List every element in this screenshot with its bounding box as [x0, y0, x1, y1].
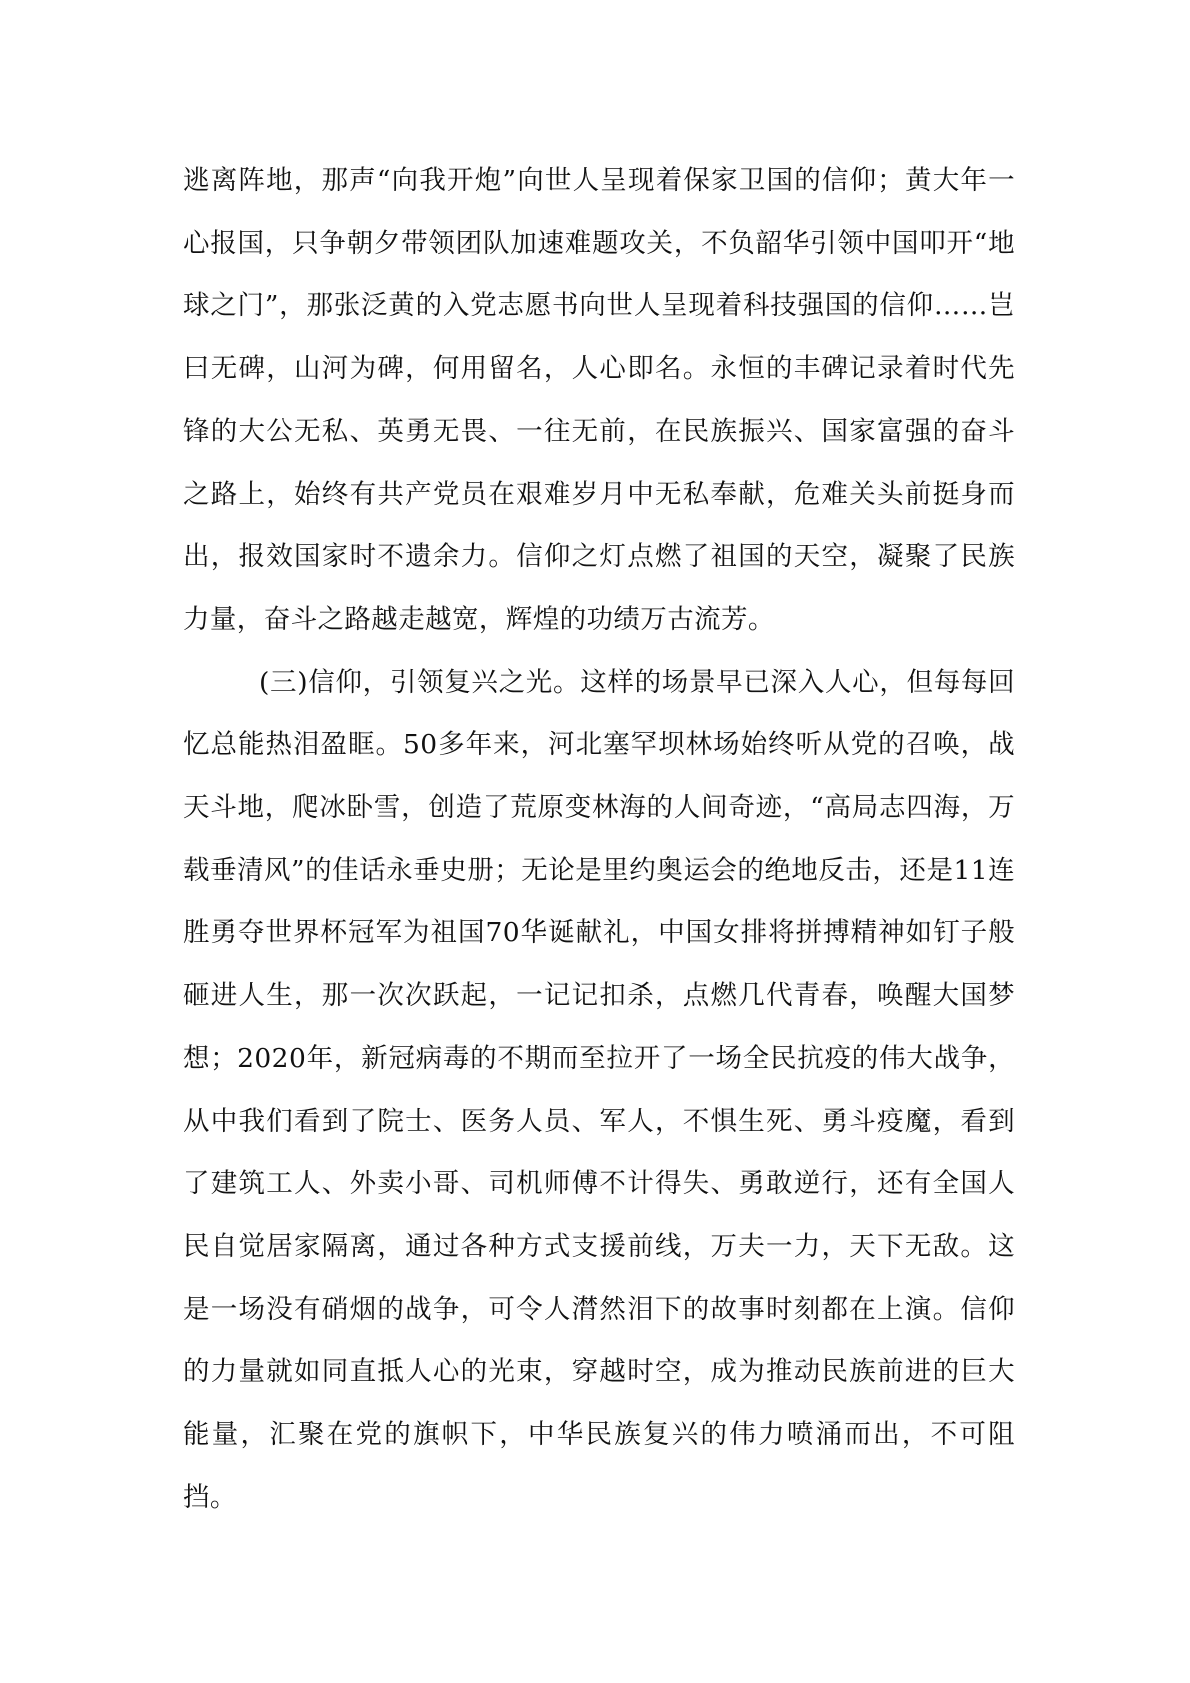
paragraph-faith-monuments: 逃离阵地，那声“向我开炮”向世人呈现着保家卫国的信仰；黄大年一心报国，只争朝夕带领团队加速难题攻关，不负韶华引领中国叩开“地球之门”，那张泛黄的入党志愿书向世人呈现着科技强国的信仰……岂曰无碑，山河为碑，何用留名，人心即名。永恒的丰碑记录着时代先锋的大公无私、英勇无畏、一往无前，在民族振兴、国家富强的奋斗之路上，始终有共产党员在艰难岁月中无私奉献，危难关头前挺身而出，报效国家时不遗余力。信仰之灯点燃了祖国的天空，凝聚了民族力量，奋斗之路越走越宽，辉煌的功绩万古流芳。 [183, 165, 1015, 635]
paragraph-faith-revival: (三)信仰，引领复兴之光。这样的场景早已深入人心，但每每回忆总能热泪盈眶。50多年来，河北塞罕坝林场始终听从党的召唤，战天斗地，爬冰卧雪，创造了荒原变林海的人间奇迹，“高局志四海，万载垂清风”的佳话永垂史册；无论是里约奥运会的绝地反击，还是11连胜勇夺世界杯冠军为祖国70华诞献礼，中国女排将拼搏精神如钉子般砸进人生，那一次次跃起，一记记扣杀，点燃几代青春，唤醒大国梦想；2020年，新冠病毒的不期而至拉开了一场全民抗疫的伟大战争，从中我们看到了院士、医务人员、军人，不惧生死、勇斗疫魔，看到了建筑工人、外卖小哥、司机师傅不计得失、勇敢逆行，还有全国人民自觉居家隔离，通过各种方式支援前线，万夫一力，天下无敌。这是一场没有硝烟的战争，可令人潸然泪下的故事时刻都在上演。信仰的力量就如同直抵人心的光束，穿越时空，成为推动民族前进的巨大能量，汇聚在党的旗帜下，中华民族复兴的伟力喷涌而出，不可阻挡。 [183, 666, 1015, 1513]
document-body [183, 150, 1015, 1529]
